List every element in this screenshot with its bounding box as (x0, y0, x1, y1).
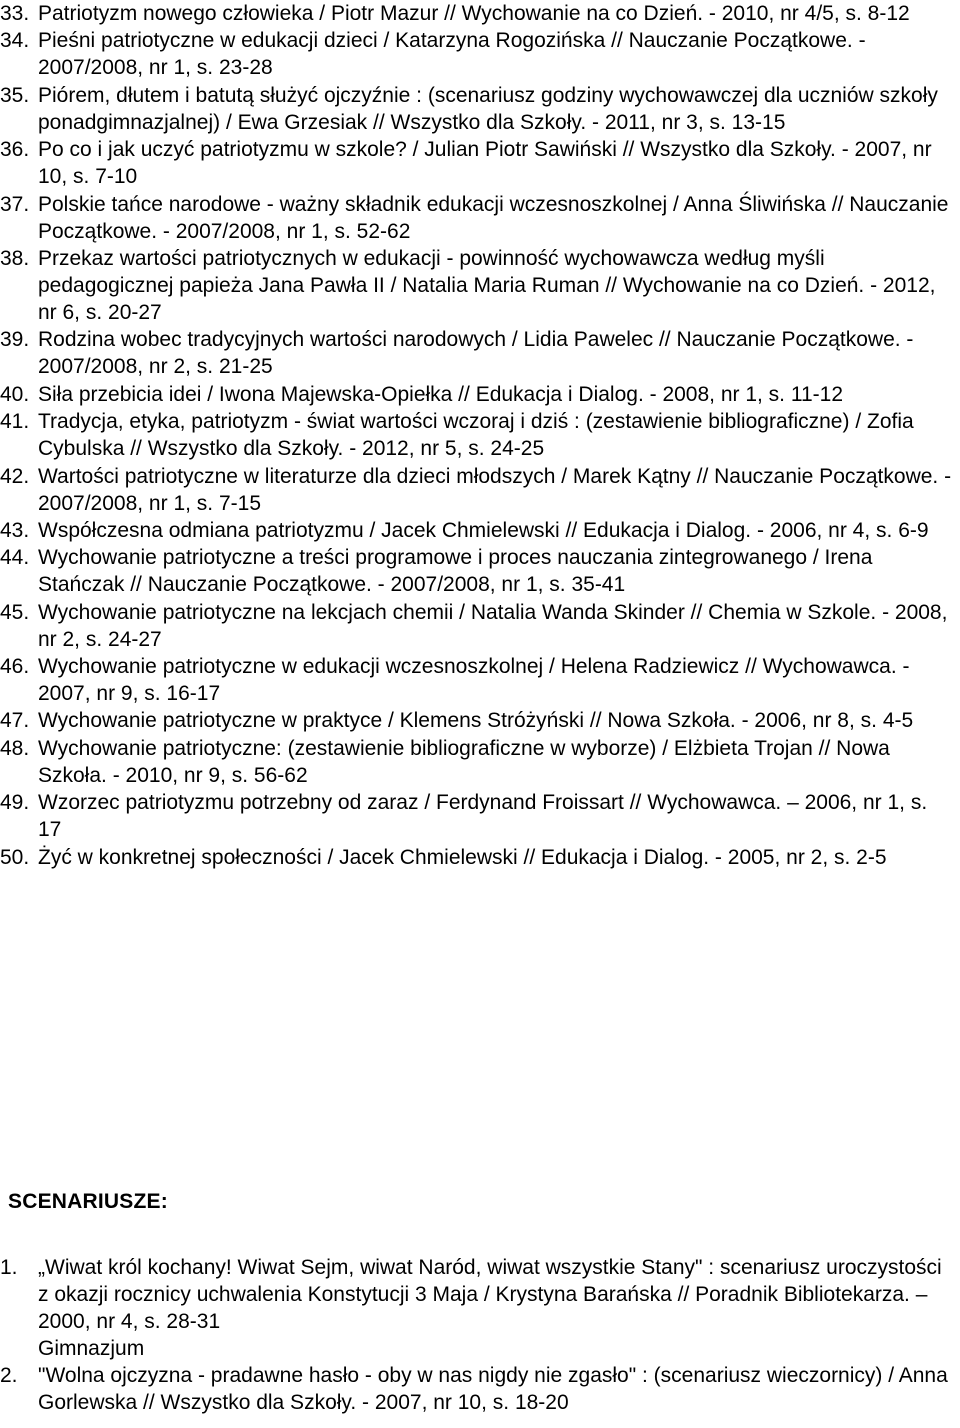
entry-text: Patriotyzm nowego człowieka / Piotr Mazur // Wychowanie na co Dzień. - 2010, nr 4/5, s. 8-12 (38, 2, 910, 25)
entry-number: 43. (0, 518, 30, 542)
entry-text: Wychowanie patriotyczne a treści programowe i proces nauczania zintegrowanego / Irena Stańczak // Nauczanie Początkowe. - 2007/2008, nr 1, s. 35-41 (38, 546, 873, 597)
entry-text: Wychowanie patriotyczne w praktyce / Klemens Stróżyński // Nowa Szkoła. - 2006, nr 8, s. 4-5 (38, 709, 914, 733)
entry-text: Wychowanie patriotyczne: (zestawienie bibliograficzne w wyborze) / Elżbieta Trojan // Nowa Szkoła. - 2010, nr 9, s. 56-62 (38, 736, 890, 787)
bibliography-entry (0, 844, 956, 871)
entry-number: 1. (0, 1256, 18, 1279)
bibliography-entry (0, 27, 956, 81)
entry-text: Po co i jak uczyć patriotyzmu w szkole? / Julian Piotr Sawiński // Wszystko dla Szkoły. - 2007, nr 10, s. 7-10 (38, 138, 932, 189)
entry-text: Współczesna odmiana patriotyzmu / Jacek Chmielewski // Edukacja i Dialog. - 2006, nr 4, s. 6-9 (38, 518, 929, 542)
entry-number: 40. (0, 382, 30, 406)
entry-text: "Wolna ojczyzna - pradawne hasło - oby w nas nigdy nie zgasło" : (scenariusz wieczornicy) / Anna Gorlewska // Wszystko dla Szkoły. - 2007, nr 10, s. 18-20 (38, 1364, 948, 1415)
bibliography-entry (0, 463, 956, 517)
entry-text: Wartości patriotyczne w literaturze dla dzieci młodszych / Marek Kątny // Nauczanie Początkowe. - 2007/2008, nr 1, s. 7-15 (38, 464, 952, 515)
entry-number: 38. (0, 246, 30, 270)
entry-number: 47. (0, 709, 30, 733)
entry-number: 2. (0, 1364, 18, 1388)
entry-text: Pieśni patriotyczne w edukacji dzieci / Katarzyna Rogozińska // Nauczanie Początkowe. - 2007/2008, nr 1, s. 23-28 (38, 29, 866, 80)
bibliography-entry (0, 326, 956, 380)
bibliography-entry (0, 735, 956, 789)
bibliography-entry (0, 707, 956, 734)
bibliography-entry (0, 653, 956, 707)
entry-number: 35. (0, 83, 30, 107)
section-heading: SCENARIUSZE: (8, 1190, 168, 1213)
entry-text: Siła przebicia idei / Iwona Majewska-Opiełka // Edukacja i Dialog. - 2008, nr 1, s. 11-12 (38, 382, 844, 406)
entry-text: „Wiwat król kochany! Wiwat Sejm, wiwat Naród, wiwat wszystkie Stany" : scenariusz uroczystości z okazji rocznicy uchwalenia Konstytucji 3 Maja / Krystyna Barańska // Poradnik Bibliotekarza. – 2000, nr 4, s. 28-31 (38, 1256, 942, 1333)
scenario-entry (0, 1254, 956, 1362)
entry-number: 48. (0, 736, 30, 760)
bibliography-entry (0, 245, 956, 326)
scenario-entry (0, 1362, 956, 1416)
bibliography-entry (0, 82, 956, 136)
entry-number: 36. (0, 138, 30, 162)
entry-number: 33. (0, 2, 30, 25)
bibliography-entry (0, 599, 956, 653)
entry-note: Gimnazjum (38, 1337, 145, 1360)
entry-text: Rodzina wobec tradycyjnych wartości narodowych / Lidia Pawelec // Nauczanie Początkowe. - 2007/2008, nr 2, s. 21-25 (38, 328, 914, 379)
entry-number: 34. (0, 29, 30, 53)
entry-number: 37. (0, 192, 30, 216)
entry-number: 45. (0, 600, 30, 624)
entry-number: 49. (0, 791, 30, 815)
entry-text: Polskie tańce narodowe - ważny składnik edukacji wczesnoszkolnej / Anna Śliwińska // Nauczanie Początkowe. - 2007/2008, nr 1, s. 52-62 (38, 192, 949, 243)
entry-number: 50. (0, 845, 30, 869)
entry-text: Żyć w konkretnej społeczności / Jacek Chmielewski // Edukacja i Dialog. - 2005, nr 2, s. 2-5 (38, 845, 887, 869)
bibliography-entry (0, 0, 956, 27)
entry-number: 44. (0, 546, 30, 570)
entry-number: 46. (0, 655, 30, 679)
bibliography-entry (0, 408, 956, 462)
entry-text: Piórem, dłutem i batutą służyć ojczyźnie : (scenariusz godziny wychowawczej dla uczniów szkoły ponadgimnazjalnej) / Ewa Grzesiak // Wszystko dla Szkoły. - 2011, nr 3, s. 13-15 (38, 83, 938, 134)
bibliography-entry (0, 789, 956, 843)
entry-number: 42. (0, 464, 30, 488)
bibliography-entry (0, 381, 956, 408)
entry-text: Przekaz wartości patriotycznych w edukacji - powinność wychowawcza według myśli pedagogicznej papieża Jana Pawła II / Natalia Maria Ruman // Wychowanie na co Dzień. - 2012, nr 6, s. 20-27 (38, 246, 936, 324)
entry-number: 41. (0, 410, 30, 434)
bibliography-entry (0, 544, 956, 598)
bibliography-entry (0, 517, 956, 544)
bibliography-entry (0, 136, 956, 190)
entry-number: 39. (0, 328, 30, 352)
entry-text: Wzorzec patriotyzmu potrzebny od zaraz / Ferdynand Froissart // Wychowawca. – 2006, nr 1, s. 17 (38, 791, 928, 842)
entry-text: Wychowanie patriotyczne na lekcjach chemii / Natalia Wanda Skinder // Chemia w Szkole. - 2008, nr 2, s. 24-27 (38, 600, 948, 651)
bibliography-entry (0, 191, 956, 245)
scenarios-list (0, 1254, 956, 1417)
entry-text: Tradycja, etyka, patriotyzm - świat wartości wczoraj i dziś : (zestawienie bibliograficzne) / Zofia Cybulska // Wszystko dla Szkoły. - 2012, nr 5, s. 24-25 (38, 410, 914, 461)
entry-text: Wychowanie patriotyczne w edukacji wczesnoszkolnej / Helena Radziewicz // Wychowawca. - 2007, nr 9, s. 16-17 (38, 655, 910, 706)
